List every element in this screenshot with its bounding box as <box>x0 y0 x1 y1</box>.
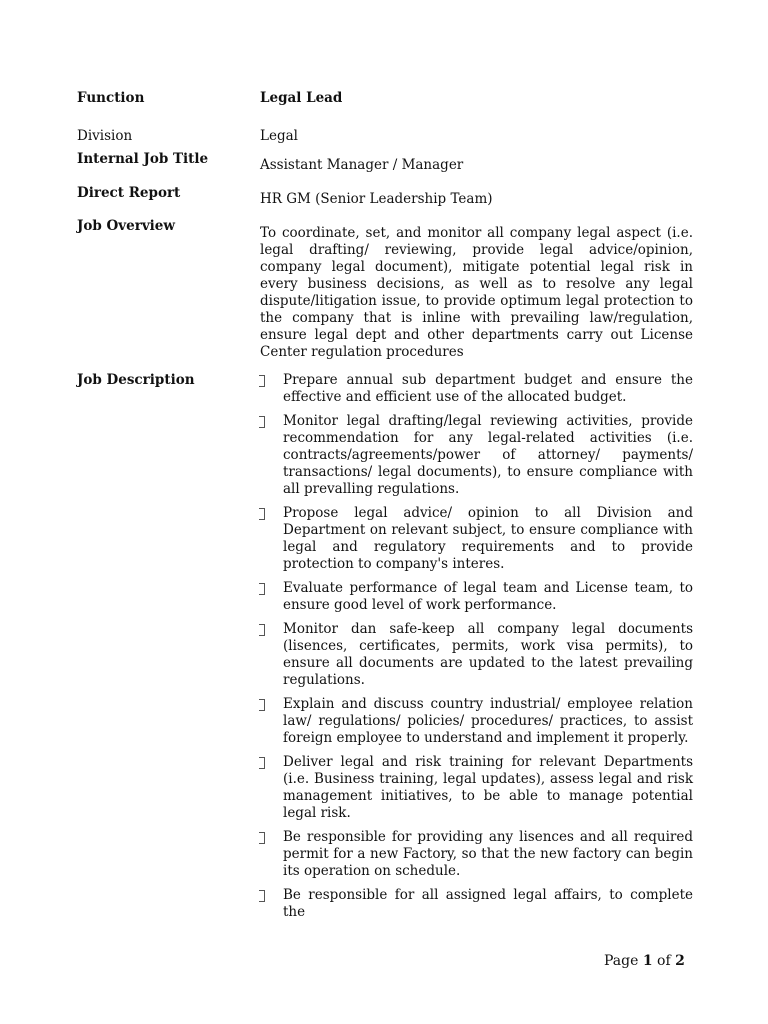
bullet-icon <box>259 624 265 636</box>
list-item: Propose legal advice/ opinion to all Division and Department on relevant subject, to ensure compliance with legal and regulatory requirements and to provide protection to company's interes. <box>256 505 693 573</box>
internal-job-title-label: Internal Job Title <box>77 151 209 167</box>
division-label: Division <box>77 128 133 144</box>
direct-report-label: Direct Report <box>77 185 181 201</box>
of-word: of <box>657 953 671 969</box>
list-item: Explain and discuss country industrial/ employee relation law/ regulations/ policies/ procedures/ practices, to assist foreign employee to understand and implement it properly. <box>256 696 693 747</box>
bullet-icon <box>259 699 265 711</box>
function-value: Legal Lead <box>260 90 343 106</box>
current-page: 1 <box>642 953 653 969</box>
bullet-icon <box>259 890 265 902</box>
bullet-icon <box>259 583 265 595</box>
list-item: Monitor legal drafting/legal reviewing activities, provide recommendation for any legal-related activities (i.e. contracts/agreements/power of attorney/ payments/ transactions/ legal documents), to ensure compliance with all prevalling regulations. <box>256 413 693 498</box>
bullet-icon <box>259 757 265 769</box>
list-item: Monitor dan safe-keep all company legal documents (lisences, certificates, permits, work visa permits), to ensure all documents are updated to the latest prevailing regulations. <box>256 621 693 689</box>
job-description-label: Job Description <box>77 372 195 388</box>
list-item: Evaluate performance of legal team and License team, to ensure good level of work performance. <box>256 580 693 614</box>
bullet-icon <box>259 832 265 844</box>
list-item: Be responsible for all assigned legal affairs, to complete the <box>256 887 693 921</box>
page-word: Page <box>604 953 639 969</box>
direct-report-value: HR GM (Senior Leadership Team) <box>260 191 493 207</box>
list-item: Deliver legal and risk training for relevant Departments (i.e. Business training, legal updates), assess legal and risk management initiatives, to be able to manage potential legal risk. <box>256 754 693 822</box>
function-label: Function <box>77 90 145 106</box>
bullet-icon <box>259 508 265 520</box>
total-pages: 2 <box>675 953 685 969</box>
bullet-icon <box>259 375 265 387</box>
division-value: Legal <box>260 128 298 144</box>
list-item: Be responsible for providing any lisences and all required permit for a new Factory, so that the new factory can begin its operation on schedule. <box>256 829 693 880</box>
bullet-icon <box>259 416 265 428</box>
job-overview-label: Job Overview <box>77 218 176 234</box>
job-overview-text: To coordinate, set, and monitor all company legal aspect (i.e. legal drafting/ reviewing, provide legal advice/opinion, company legal document), mitigate potential legal risk in every business decisions, as well as to resolve any legal dispute/litigation issue, to provide optimum legal protection to the company that is inline with prevailing law/regulation, ensure legal dept and other departments carry out License Center regulation procedures <box>260 225 693 360</box>
internal-job-title-value: Assistant Manager / Manager <box>260 157 464 173</box>
list-item: Prepare annual sub department budget and ensure the effective and efficient use of the allocated budget. <box>256 372 693 406</box>
page-footer <box>604 953 685 969</box>
job-description-list <box>256 372 693 928</box>
